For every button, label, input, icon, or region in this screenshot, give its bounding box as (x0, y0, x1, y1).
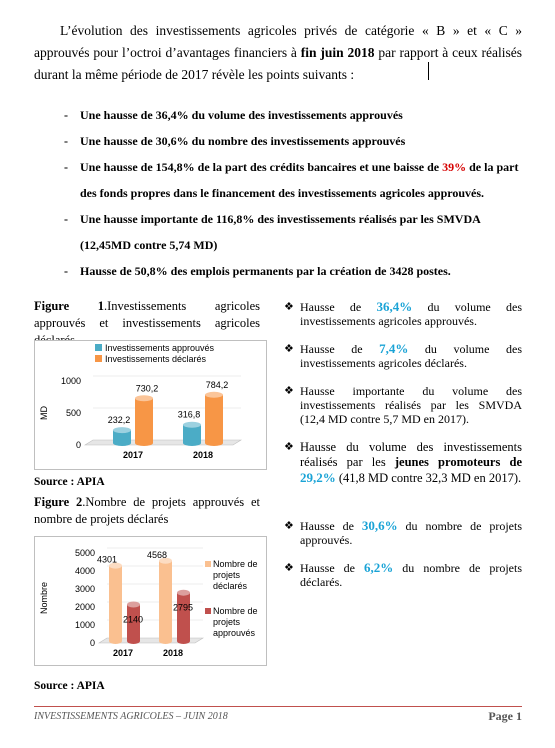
chart2-frame (34, 536, 267, 666)
key-point: - Une hausse de 154,8% de la part des crédits bancaires et une baisse de 39% de la part des fonds propres dans le financement des investissements agricoles approuvés. (64, 160, 519, 200)
intro-paragraph (34, 20, 522, 86)
legend-swatch (95, 344, 102, 351)
data-label: 316,8 (177, 409, 201, 420)
key-points-list (64, 102, 530, 284)
data-label: 232,2 (107, 415, 131, 426)
chart2-commentary (284, 519, 522, 603)
bar (159, 561, 172, 641)
legend-label: Investissements approuvés (105, 343, 215, 353)
legend-label: Nombre de projets approuvés (213, 606, 258, 638)
commentary-item: ❖ Hausse de 6,2% du nombre de projets déclarés. (284, 560, 522, 589)
commentary-item: ❖ Hausse de 30,6% du nombre de projets approuvés. (284, 518, 522, 547)
legend-swatch (205, 608, 211, 614)
figure2-caption: Figure 2.Nombre de projets approuvés et nombre de projets déclarés (34, 495, 260, 526)
legend-label: Investissements déclarés (105, 354, 207, 364)
diamond-bullet-icon: ❖ (284, 385, 294, 397)
bar (109, 566, 122, 641)
bar-base (205, 440, 223, 446)
y-tick-label: 0 (89, 638, 95, 648)
key-point: - Une hausse importante de 116,8% des investissements réalisés par les SMVDA (12,45MD contre 5,74 MD) (64, 212, 481, 252)
intro-text-1: L’évolution des investissements agricoles privés de catégorie « B » et « C » approuvés pour l’octroi d’avantages financiers à (34, 23, 522, 60)
legend-swatch (205, 561, 211, 567)
commentary-item: ❖ Hausse de 7,4% du volume des investissements agricoles déclarés. (284, 341, 522, 370)
y-tick-label: 3000 (74, 584, 95, 594)
page-number: Page 1 (488, 709, 522, 723)
bar (205, 395, 223, 443)
bar-base (183, 440, 201, 446)
figure2-source: Source : APIA (34, 680, 105, 692)
data-label: 2140 (122, 614, 144, 625)
red-highlight: 39% (442, 160, 467, 174)
commentary-item: ❖ Hausse de 36,4% du volume des investissements agricoles approuvés. (284, 299, 522, 328)
commentary-item: ❖ Hausse importante du volume des investissements réalisés par les SMVDA (12,4 MD contre 5,7 MD en 2017). (284, 384, 522, 426)
y-tick-label: 2000 (74, 602, 95, 612)
legend-swatch (95, 355, 102, 362)
bar-base (177, 638, 190, 644)
bar (135, 398, 153, 443)
y-axis-label: MD (39, 406, 49, 420)
figure1-caption: Figure 1.Investissements agricoles approuvés et investissements agricoles (34, 299, 260, 330)
bar-top (113, 427, 131, 433)
bar-base (135, 440, 153, 446)
figure1-source: Source : APIA (34, 476, 105, 488)
diamond-bullet-icon: ❖ (284, 520, 294, 532)
chart1 (35, 341, 266, 469)
data-label: 784,2 (205, 379, 229, 390)
bar-base (109, 638, 122, 644)
data-label: 730,2 (135, 383, 159, 394)
intro-text-2: par rapport à ceux réalisés durant la même période de 2017 révèle les points suivants : (34, 45, 522, 82)
bar-top (135, 395, 153, 401)
key-point: - Une hausse de 36,4% du volume des investissements approuvés (64, 108, 403, 122)
bar-top (205, 392, 223, 398)
x-tick-label: 2018 (162, 648, 184, 658)
chart1-commentary (284, 300, 522, 500)
footer-title: INVESTISSEMENTS AGRICOLES – JUIN 2018 (34, 711, 228, 722)
chart1-frame (34, 340, 267, 470)
diamond-bullet-icon: ❖ (284, 343, 294, 355)
chart2 (35, 537, 266, 665)
bar-top (177, 590, 190, 596)
y-tick-label: 500 (65, 408, 81, 418)
bar-top (183, 422, 201, 428)
x-tick-label: 2017 (112, 648, 134, 658)
footer-rule (34, 706, 522, 707)
intro-bold: fin juin 2018 (300, 45, 375, 60)
text-cursor (428, 62, 429, 80)
y-tick-label: 4000 (74, 566, 95, 576)
y-axis-label: Nombre (39, 581, 49, 615)
diamond-bullet-icon: ❖ (284, 562, 294, 574)
y-tick-label: 5000 (74, 548, 95, 558)
data-label: 4301 (96, 554, 118, 565)
bar-base (159, 638, 172, 644)
bar-top (127, 601, 140, 607)
key-point: - Hausse de 50,8% des emplois permanents par la création de 3428 postes. (64, 264, 451, 278)
diamond-bullet-icon: ❖ (284, 301, 294, 313)
bar-base (127, 638, 140, 644)
x-tick-label: 2017 (122, 450, 144, 460)
y-tick-label: 1000 (74, 620, 95, 630)
diamond-bullet-icon: ❖ (284, 441, 294, 453)
y-tick-label: 0 (75, 440, 81, 450)
data-label: 4568 (146, 549, 168, 560)
legend-label: Nombre de projets déclarés (213, 559, 258, 591)
bar (177, 593, 190, 641)
key-point: - Une hausse de 30,6% du nombre des investissements approuvés (64, 134, 406, 148)
x-tick-label: 2018 (192, 450, 214, 460)
y-tick-label: 1000 (60, 376, 81, 386)
bar-base (113, 440, 131, 446)
commentary-item: ❖ Hausse du volume des investissements réalisés par les jeunes promoteurs de 29,2% (41,8 MD contre 32,3 MD en 2017). (284, 440, 522, 485)
data-label: 2795 (172, 602, 194, 613)
